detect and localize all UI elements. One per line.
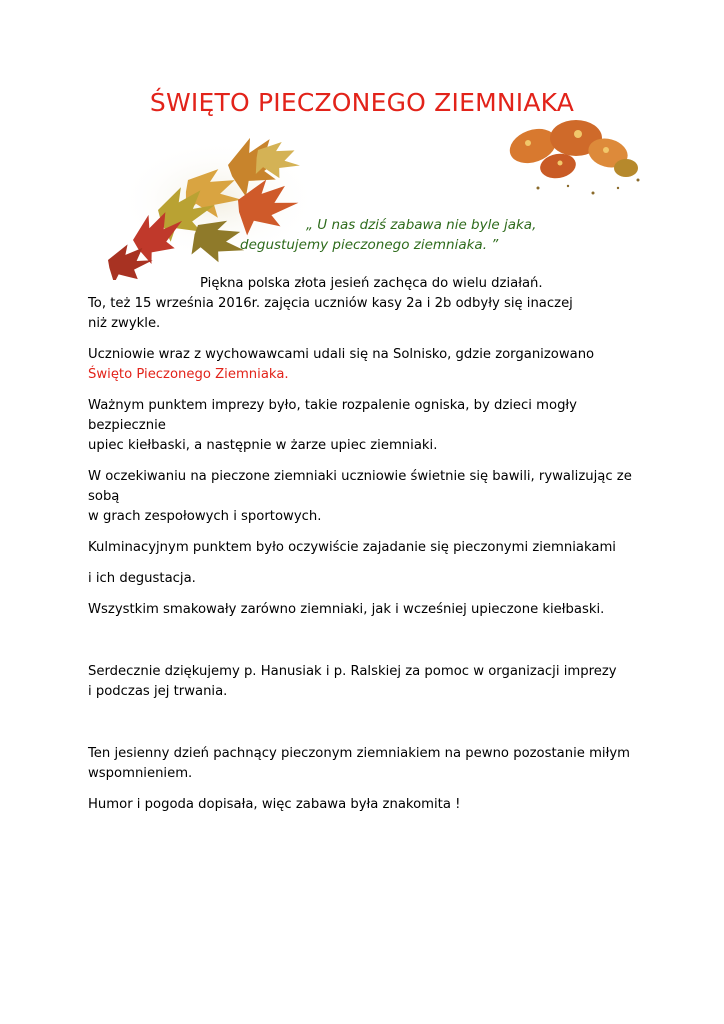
p9-line-1: Ten jesienny dzień pachnący pieczonym ziemniakiem na pewno pozostanie miłym <box>88 746 630 761</box>
p2-highlight: Święto Pieczonego Ziemniaka. <box>88 367 289 382</box>
baked-potatoes-illustration <box>498 108 648 208</box>
autumn-leaves-illustration <box>88 130 318 280</box>
p9-line-2: wspomnieniem. <box>88 766 193 781</box>
p7: Wszystkim smakowały zarówno ziemniaki, jak i wcześniej upieczone kiełbaski. <box>88 602 605 617</box>
p1-line-1: Piękna polska złota jesień zachęca do wielu działań. <box>200 276 543 291</box>
p1-line-3: niż zwykle. <box>88 316 161 331</box>
p2-line-1: Uczniowie wraz z wychowawcami udali się na Solnisko, gdzie zorganizowano <box>88 347 595 362</box>
p3-line-2: upiec kiełbaski, a następnie w żarze upiec ziemniaki. <box>88 438 438 453</box>
p6: i ich degustacja. <box>88 571 196 586</box>
p8-line-1: Serdecznie dziękujemy p. Hanusiak i p. Ralskiej za pomoc w organizacji imprezy <box>88 664 617 679</box>
p4-line-1: W oczekiwaniu na pieczone ziemniaki uczniowie świetnie się bawili, rywalizując ze sobą <box>88 469 632 504</box>
p3-line-1: Ważnym punktem imprezy było, takie rozpalenie ogniska, by dzieci mogły bezpiecznie <box>88 398 577 433</box>
p4-line-2: w grach zespołowych i sportowych. <box>88 509 322 524</box>
quote <box>240 215 560 255</box>
p10: Humor i pogoda dopisała, więc zabawa była znakomita ! <box>88 797 461 812</box>
quote-line-1: „ U nas dziś zabawa nie byle jaka, <box>306 217 537 233</box>
p8-line-2: i podczas jej trwania. <box>88 684 228 699</box>
article-body <box>88 274 648 815</box>
quote-line-2: degustujemy pieczonego ziemniaka. ” <box>240 237 499 253</box>
p5: Kulminacyjnym punktem było oczywiście zajadanie się pieczonymi ziemniakami <box>88 540 616 555</box>
p1-line-2: To, też 15 września 2016r. zajęcia uczniów kasy 2a i 2b odbyły się inaczej <box>88 296 573 311</box>
page-title: ŚWIĘTO PIECZONEGO ZIEMNIAKA <box>149 88 575 117</box>
